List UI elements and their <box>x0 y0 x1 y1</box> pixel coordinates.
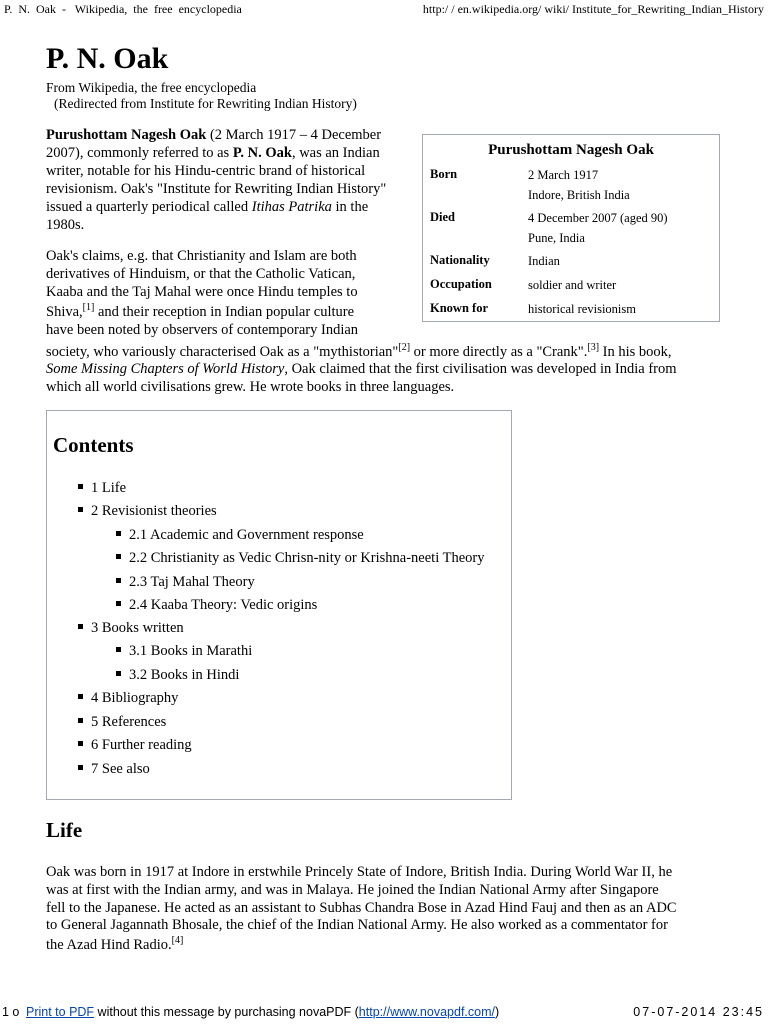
print-to-pdf-link[interactable]: Print to PDF <box>26 1005 95 1019</box>
claims-line: derivatives of Hinduism, or that the Catholic Vatican, <box>46 266 356 282</box>
intro-line <box>46 144 380 162</box>
novapdf-link[interactable]: http://www.novapdf.com/ <box>358 1005 495 1019</box>
intro-line: 1980s. <box>46 217 85 233</box>
redirect-note: (Redirected from Institute for Rewriting Indian History) <box>54 96 357 111</box>
toc-item-label: 7 See also <box>91 761 150 777</box>
claims-text: , Oak claimed that the first civilisation was developed in India from <box>284 361 677 377</box>
citation-1[interactable]: [1] <box>82 302 95 314</box>
print-footer <box>0 1004 768 1022</box>
toc-item-bibliography[interactable] <box>78 690 178 707</box>
section-heading-life: Life <box>46 818 83 842</box>
infobox-label: Occupation <box>430 277 492 291</box>
print-header-title: P. N. Oak - Wikipedia, the free encyclopedia <box>4 2 242 16</box>
bullet-icon <box>78 718 83 723</box>
toc-item-life[interactable] <box>78 480 126 497</box>
claims-line <box>46 303 354 321</box>
toc-item-books-written[interactable] <box>78 620 184 637</box>
book-title: Some Missing Chapters of World History <box>46 361 285 377</box>
infobox <box>422 134 720 322</box>
toc-item-label: 2 Revisionist theories <box>91 503 217 519</box>
bullet-icon <box>116 554 121 559</box>
life-text: the Azad Hind Radio. <box>46 937 172 953</box>
claims-line: which all world civilisations grew. He wrote books in three languages. <box>46 379 455 395</box>
bullet-icon <box>78 765 83 770</box>
print-header-url: http:/ / en.wikipedia.org/ wiki/ Institute_for_Rewriting_Indian_History <box>422 2 764 16</box>
life-line: was at first with the Indian army, and was in Malaya. He joined the Indian National Army after Singapore <box>46 882 659 898</box>
bullet-icon <box>116 671 121 676</box>
claims-line <box>46 343 672 361</box>
claims-text: Shiva, <box>46 304 83 320</box>
page-number: 1 o <box>2 1005 20 1019</box>
toc-item-books-marathi[interactable] <box>116 643 252 660</box>
subject-name: Purushottam Nagesh Oak <box>46 127 207 143</box>
life-line: to General Jagannath Bhosale, the chief of the Indian National Army. He also worked as a commentator for <box>46 917 668 933</box>
intro-text: (2 March 1917 – 4 December <box>206 127 382 143</box>
infobox-label: Nationality <box>430 253 490 267</box>
toc-item-label: 2.3 Taj Mahal Theory <box>129 574 255 590</box>
infobox-value: 2 March 1917 <box>528 168 599 182</box>
bullet-icon <box>116 578 121 583</box>
life-line: Oak was born in 1917 at Indore in erstwhile Princely State of Indore, British India. During World War II, he <box>46 864 673 880</box>
life-line: fell to the Japanese. He acted as an assistant to Subhas Chandra Bose in Azad Hind Fauj and then as an ADC <box>46 900 677 916</box>
toc-item-books-hindi[interactable] <box>116 667 239 684</box>
toc-item-see-also[interactable] <box>78 761 150 778</box>
infobox-label: Died <box>430 210 455 224</box>
toc-item-academic-response[interactable] <box>116 527 364 544</box>
intro-line: revisionism. Oak's "Institute for Rewriting Indian History" <box>46 181 387 197</box>
footer-message <box>26 1005 499 1019</box>
footer-text: ) <box>494 1005 500 1019</box>
claims-line: Oak's claims, e.g. that Christianity and Islam are both <box>46 248 357 264</box>
toc-item-references[interactable] <box>78 714 166 731</box>
infobox-label: Known for <box>430 301 488 315</box>
bullet-icon <box>78 507 83 512</box>
bullet-icon <box>116 531 121 536</box>
claims-text: or more directly as a "Crank". <box>410 344 588 360</box>
toc-title: Contents <box>53 433 134 457</box>
toc-item-label: 3.2 Books in Hindi <box>129 667 240 683</box>
page-title: P. N. Oak <box>46 42 169 75</box>
citation-2[interactable]: [2] <box>398 342 411 354</box>
claims-line: have been noted by observers of contemporary Indian <box>46 322 359 338</box>
bullet-icon <box>78 694 83 699</box>
toc-item-label: 5 References <box>91 714 167 730</box>
toc-item-revisionist-theories[interactable] <box>78 503 217 520</box>
site-subtitle: From Wikipedia, the free encyclopedia <box>46 80 257 95</box>
toc-item-further-reading[interactable] <box>78 737 192 754</box>
life-line <box>46 936 183 954</box>
intro-line <box>46 198 368 216</box>
claims-line: Kaaba and the Taj Mahal were once Hindu temples to <box>46 284 358 300</box>
intro-text: in the <box>331 199 369 215</box>
table-of-contents <box>46 410 512 800</box>
intro-line <box>46 126 381 144</box>
toc-item-label: 3 Books written <box>91 620 184 636</box>
print-timestamp: 07-07-2014 23:45 <box>633 1005 764 1019</box>
subject-short-name: P. N. Oak <box>232 145 292 161</box>
toc-item-label: 2.1 Academic and Government response <box>129 527 364 543</box>
bullet-icon <box>116 647 121 652</box>
bullet-icon <box>116 601 121 606</box>
toc-item-label: 1 Life <box>91 480 127 496</box>
infobox-title: Purushottam Nagesh Oak <box>488 142 654 158</box>
citation-3[interactable]: [3] <box>587 342 600 354</box>
intro-text: issued a quarterly periodical called <box>46 199 252 215</box>
toc-item-christianity-theory[interactable] <box>116 550 484 567</box>
bullet-icon <box>78 484 83 489</box>
infobox-value: Indore, British India <box>528 188 630 202</box>
bullet-icon <box>78 741 83 746</box>
intro-text: , was an Indian <box>291 145 380 161</box>
toc-item-label: 3.1 Books in Marathi <box>129 643 253 659</box>
claims-text: In his book, <box>599 344 672 360</box>
infobox-value: 4 December 2007 (aged 90) <box>528 211 668 225</box>
infobox-value: soldier and writer <box>528 278 617 292</box>
toc-item-kaaba-theory[interactable] <box>116 597 317 614</box>
toc-item-taj-mahal-theory[interactable] <box>116 574 255 591</box>
toc-item-label: 2.4 Kaaba Theory: Vedic origins <box>129 597 318 613</box>
toc-item-label: 6 Further reading <box>91 737 192 753</box>
footer-text: without this message by purchasing novaPDF ( <box>94 1005 359 1019</box>
infobox-value: Pune, India <box>528 231 585 245</box>
infobox-value: historical revisionism <box>528 302 636 316</box>
intro-line: writer, notable for his Hindu-centric brand of historical <box>46 163 366 179</box>
claims-line <box>46 360 677 378</box>
citation-4[interactable]: [4] <box>171 935 184 947</box>
claims-text: society, who variously characterised Oak as a "mythistorian" <box>46 344 399 360</box>
periodical-title: Itihas Patrika <box>251 199 332 215</box>
infobox-value: Indian <box>528 254 560 268</box>
bullet-icon <box>78 624 83 629</box>
toc-item-label: 4 Bibliography <box>91 690 179 706</box>
toc-item-label: 2.2 Christianity as Vedic Chrisn-nity or Krishna-neeti Theory <box>129 550 485 566</box>
claims-text: and their reception in Indian popular culture <box>94 304 355 320</box>
infobox-label: Born <box>430 167 458 181</box>
intro-text: 2007), commonly referred to as <box>46 145 233 161</box>
